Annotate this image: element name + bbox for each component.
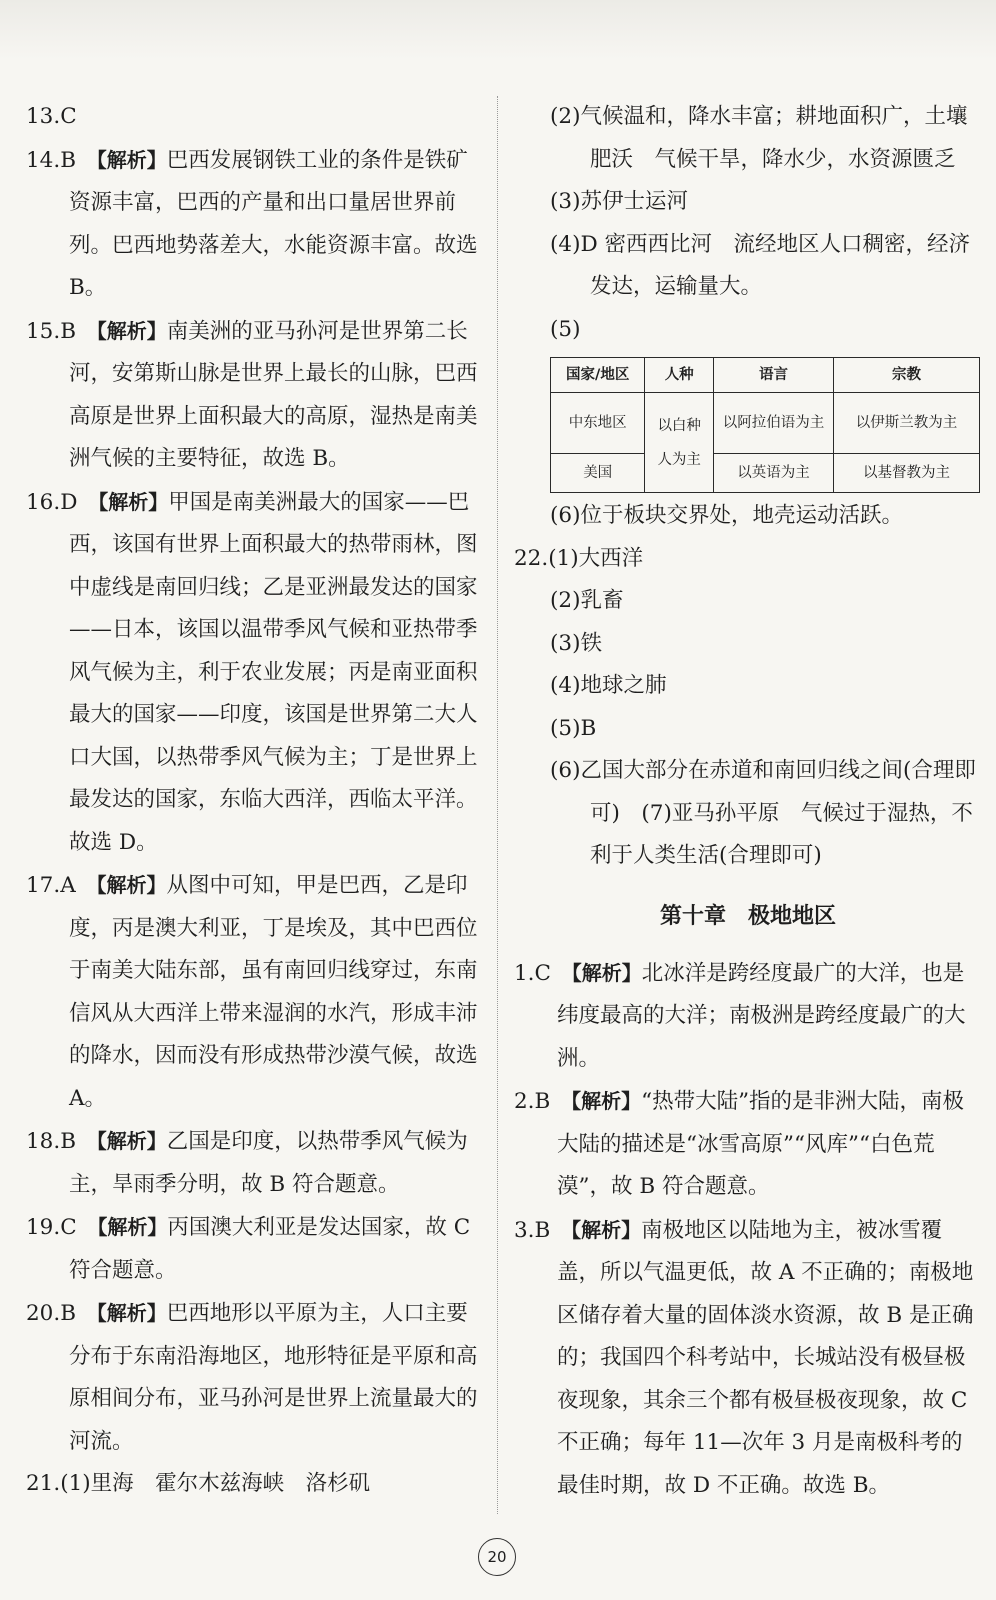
column-divider: [497, 96, 498, 1514]
table-cell-religion: 以伊斯兰教为主: [834, 393, 980, 454]
page-top-shading: [0, 0, 996, 60]
table-row: [551, 454, 980, 493]
sub-answer: (4)D 密西西比河 流经地区人口稠密，经济发达，运输量大。: [550, 231, 971, 299]
question-number: 13.: [26, 104, 61, 129]
sub-answer: (2)气候温和，降水丰富；耕地面积广，土壤肥沃 气候干旱，降水少，水资源匮乏: [550, 104, 968, 172]
answer-choice: B: [60, 1301, 77, 1326]
answer-text: (1)大西洋: [548, 545, 644, 571]
q21-continued: [514, 96, 982, 351]
analysis-tag: 【解析】: [561, 1089, 642, 1113]
table-header-row: [551, 358, 980, 393]
analysis-tag: 【解析】: [86, 147, 167, 172]
analysis-text: 巴西发展钢铁工业的条件是铁矿资源丰富，巴西的产量和出口量居世界前列。巴西地势落差大，水能资源丰富。故选 B。: [69, 147, 478, 300]
answer-item: [514, 1209, 982, 1508]
table-cell-region: 中东地区: [551, 393, 645, 454]
question-number: 3.: [514, 1217, 535, 1243]
answer-item: [26, 864, 478, 1120]
analysis-tag: 【解析】: [86, 873, 167, 897]
sub-answer: (5): [550, 316, 581, 342]
analysis-text: 北冰洋是跨经度最广的大洋，也是纬度最高的大洋；南极洲是跨经度最广的大洲。: [557, 960, 966, 1071]
table-header: 国家/地区: [551, 358, 645, 393]
table-row: [551, 393, 980, 454]
religion-language-table: [550, 357, 980, 493]
answer-item: [26, 1120, 478, 1206]
question-number: 20.: [26, 1301, 61, 1326]
analysis-tag: 【解析】: [86, 1129, 167, 1153]
question-number: 17.: [26, 873, 61, 898]
answer-choice: (1)里海 霍尔木兹海峡 洛杉矶: [60, 1471, 371, 1496]
table-cell-race: [645, 393, 714, 493]
sub-answer: (6)位于板块交界处，地壳运动活跃。: [550, 503, 903, 528]
analysis-tag: 【解析】: [87, 1215, 168, 1239]
analysis-text: 乙国是印度，以热带季风气候为主，旱雨季分明，故 B 符合题意。: [69, 1129, 468, 1197]
analysis-tag: 【解析】: [561, 1217, 642, 1242]
table-header: 宗教: [834, 358, 980, 393]
sub-answer: (3)铁: [550, 630, 602, 656]
table-cell-language: 以英语为主: [714, 454, 834, 493]
analysis-text: 甲国是南美洲最大的国家——巴西，该国有世界上面积最大的热带雨林，图中虚线是南回归线；乙是亚洲最发达的国家——日本，该国以温带季风气候和亚热带季风气候为主，利于农业发展；丙是南亚面积最大的国家——印度，该国是世界第二大人口大国，以热带季风气候为主；丁是世界上最发达的国家，东临大西洋，西临太平洋。故选 D。: [69, 489, 478, 855]
question-number: 18.: [26, 1129, 61, 1154]
question-number: 19.: [26, 1215, 61, 1240]
table-header: 人种: [645, 358, 714, 393]
answer-choice: B: [60, 318, 77, 344]
answer-choice: B: [60, 1129, 77, 1154]
sub-answer: (2)乳畜: [550, 588, 624, 613]
answer-item: [26, 1292, 478, 1463]
question-number: 1.: [514, 960, 535, 986]
left-column: [26, 96, 478, 1506]
answer-item: [26, 139, 478, 310]
answer-choice: C: [60, 1215, 77, 1240]
sub-answer: (4)地球之肺: [550, 673, 667, 698]
table-cell-language: 以阿拉伯语为主: [714, 393, 834, 454]
question-number: 15.: [26, 318, 61, 344]
analysis-tag: 【解析】: [86, 1301, 167, 1325]
analysis-tag: 【解析】: [88, 489, 169, 514]
q22-subitems: [514, 580, 982, 878]
answer-item: [26, 96, 478, 139]
answer-choice: B: [60, 147, 77, 173]
question-number: 16.: [26, 489, 61, 515]
answer-item: [26, 310, 478, 481]
analysis-text: 从图中可知，甲是巴西，乙是印度，丙是澳大利亚，丁是埃及，其中巴西位于南美大陆东部，虽有南回归线穿过，东南信风从大西洋上带来湿润的水汽，形成丰沛的降水，因而没有形成热带沙漠气候，故选 A。: [69, 873, 478, 1111]
analysis-text: “热带大陆”指的是非洲大陆，南极大陆的描述是“冰雪高原”“风库”“白色荒漠”，故 B 符合题意。: [557, 1089, 965, 1199]
sub-answer: (6)乙国大部分在赤道和南回归线之间(合理即可) (7)亚马孙平原 气候过于湿热，不利于人类生活(合理即可): [550, 758, 976, 868]
chapter-title: 第十章 极地地区: [659, 903, 836, 929]
chapter10-answers: [514, 952, 982, 1508]
table-header: 语言: [714, 358, 834, 393]
analysis-tag: 【解析】: [561, 960, 642, 985]
answer-choice: B: [534, 1089, 551, 1114]
right-column: [514, 96, 982, 1507]
analysis-text: 丙国澳大利亚是发达国家，故 C 符合题意。: [69, 1215, 471, 1283]
answer-item: [26, 481, 478, 865]
answer-item-q22: [514, 538, 982, 581]
table-cell-religion: 以基督教为主: [834, 454, 980, 493]
answer-item: [26, 1206, 478, 1292]
answer-item: [26, 1463, 478, 1506]
question-number: 21.: [26, 1471, 61, 1496]
answer-choice: C: [534, 960, 551, 986]
q21-part6: [514, 495, 982, 538]
analysis-text: 巴西地形以平原为主，人口主要分布于东南沿海地区，地形特征是平原和高原相间分布，亚马孙河是世界上流量最大的河流。: [69, 1301, 478, 1454]
analysis-text: 南美洲的亚马孙河是世界第二长河，安第斯山脉是世界上最长的山脉，巴西高原是世界上面积最大的高原，湿热是南美洲气候的主要特征，故选 B。: [69, 318, 478, 471]
answer-item: [514, 1080, 982, 1209]
question-number: 14.: [26, 147, 61, 173]
question-number: 2.: [514, 1089, 535, 1114]
answer-item: [514, 952, 982, 1081]
question-number: 22.: [514, 545, 549, 571]
analysis-tag: 【解析】: [86, 318, 167, 343]
answer-choice: D: [60, 489, 78, 515]
answer-choice: B: [534, 1217, 551, 1243]
page-number: 20: [478, 1538, 516, 1576]
sub-answer: (3)苏伊士运河: [550, 189, 688, 214]
analysis-text: 南极地区以陆地为主，被冰雪覆盖，所以气温更低，故 A 不正确的；南极地区储存着大量的固体淡水资源，故 B 是正确的；我国四个科考站中，长城站没有极昼极夜现象，其余三个都有极昼极夜现象，故 C 不正确；每年 11—次年 3 月是南极科考的最佳时期，故 D 不正确。故选 B。: [557, 1217, 974, 1498]
race-text: 以白种人为主: [657, 417, 701, 468]
answer-choice: A: [60, 873, 76, 898]
answer-choice: C: [60, 104, 77, 129]
sub-answer: (5)B: [550, 715, 597, 741]
table-cell-region: 美国: [551, 454, 645, 493]
